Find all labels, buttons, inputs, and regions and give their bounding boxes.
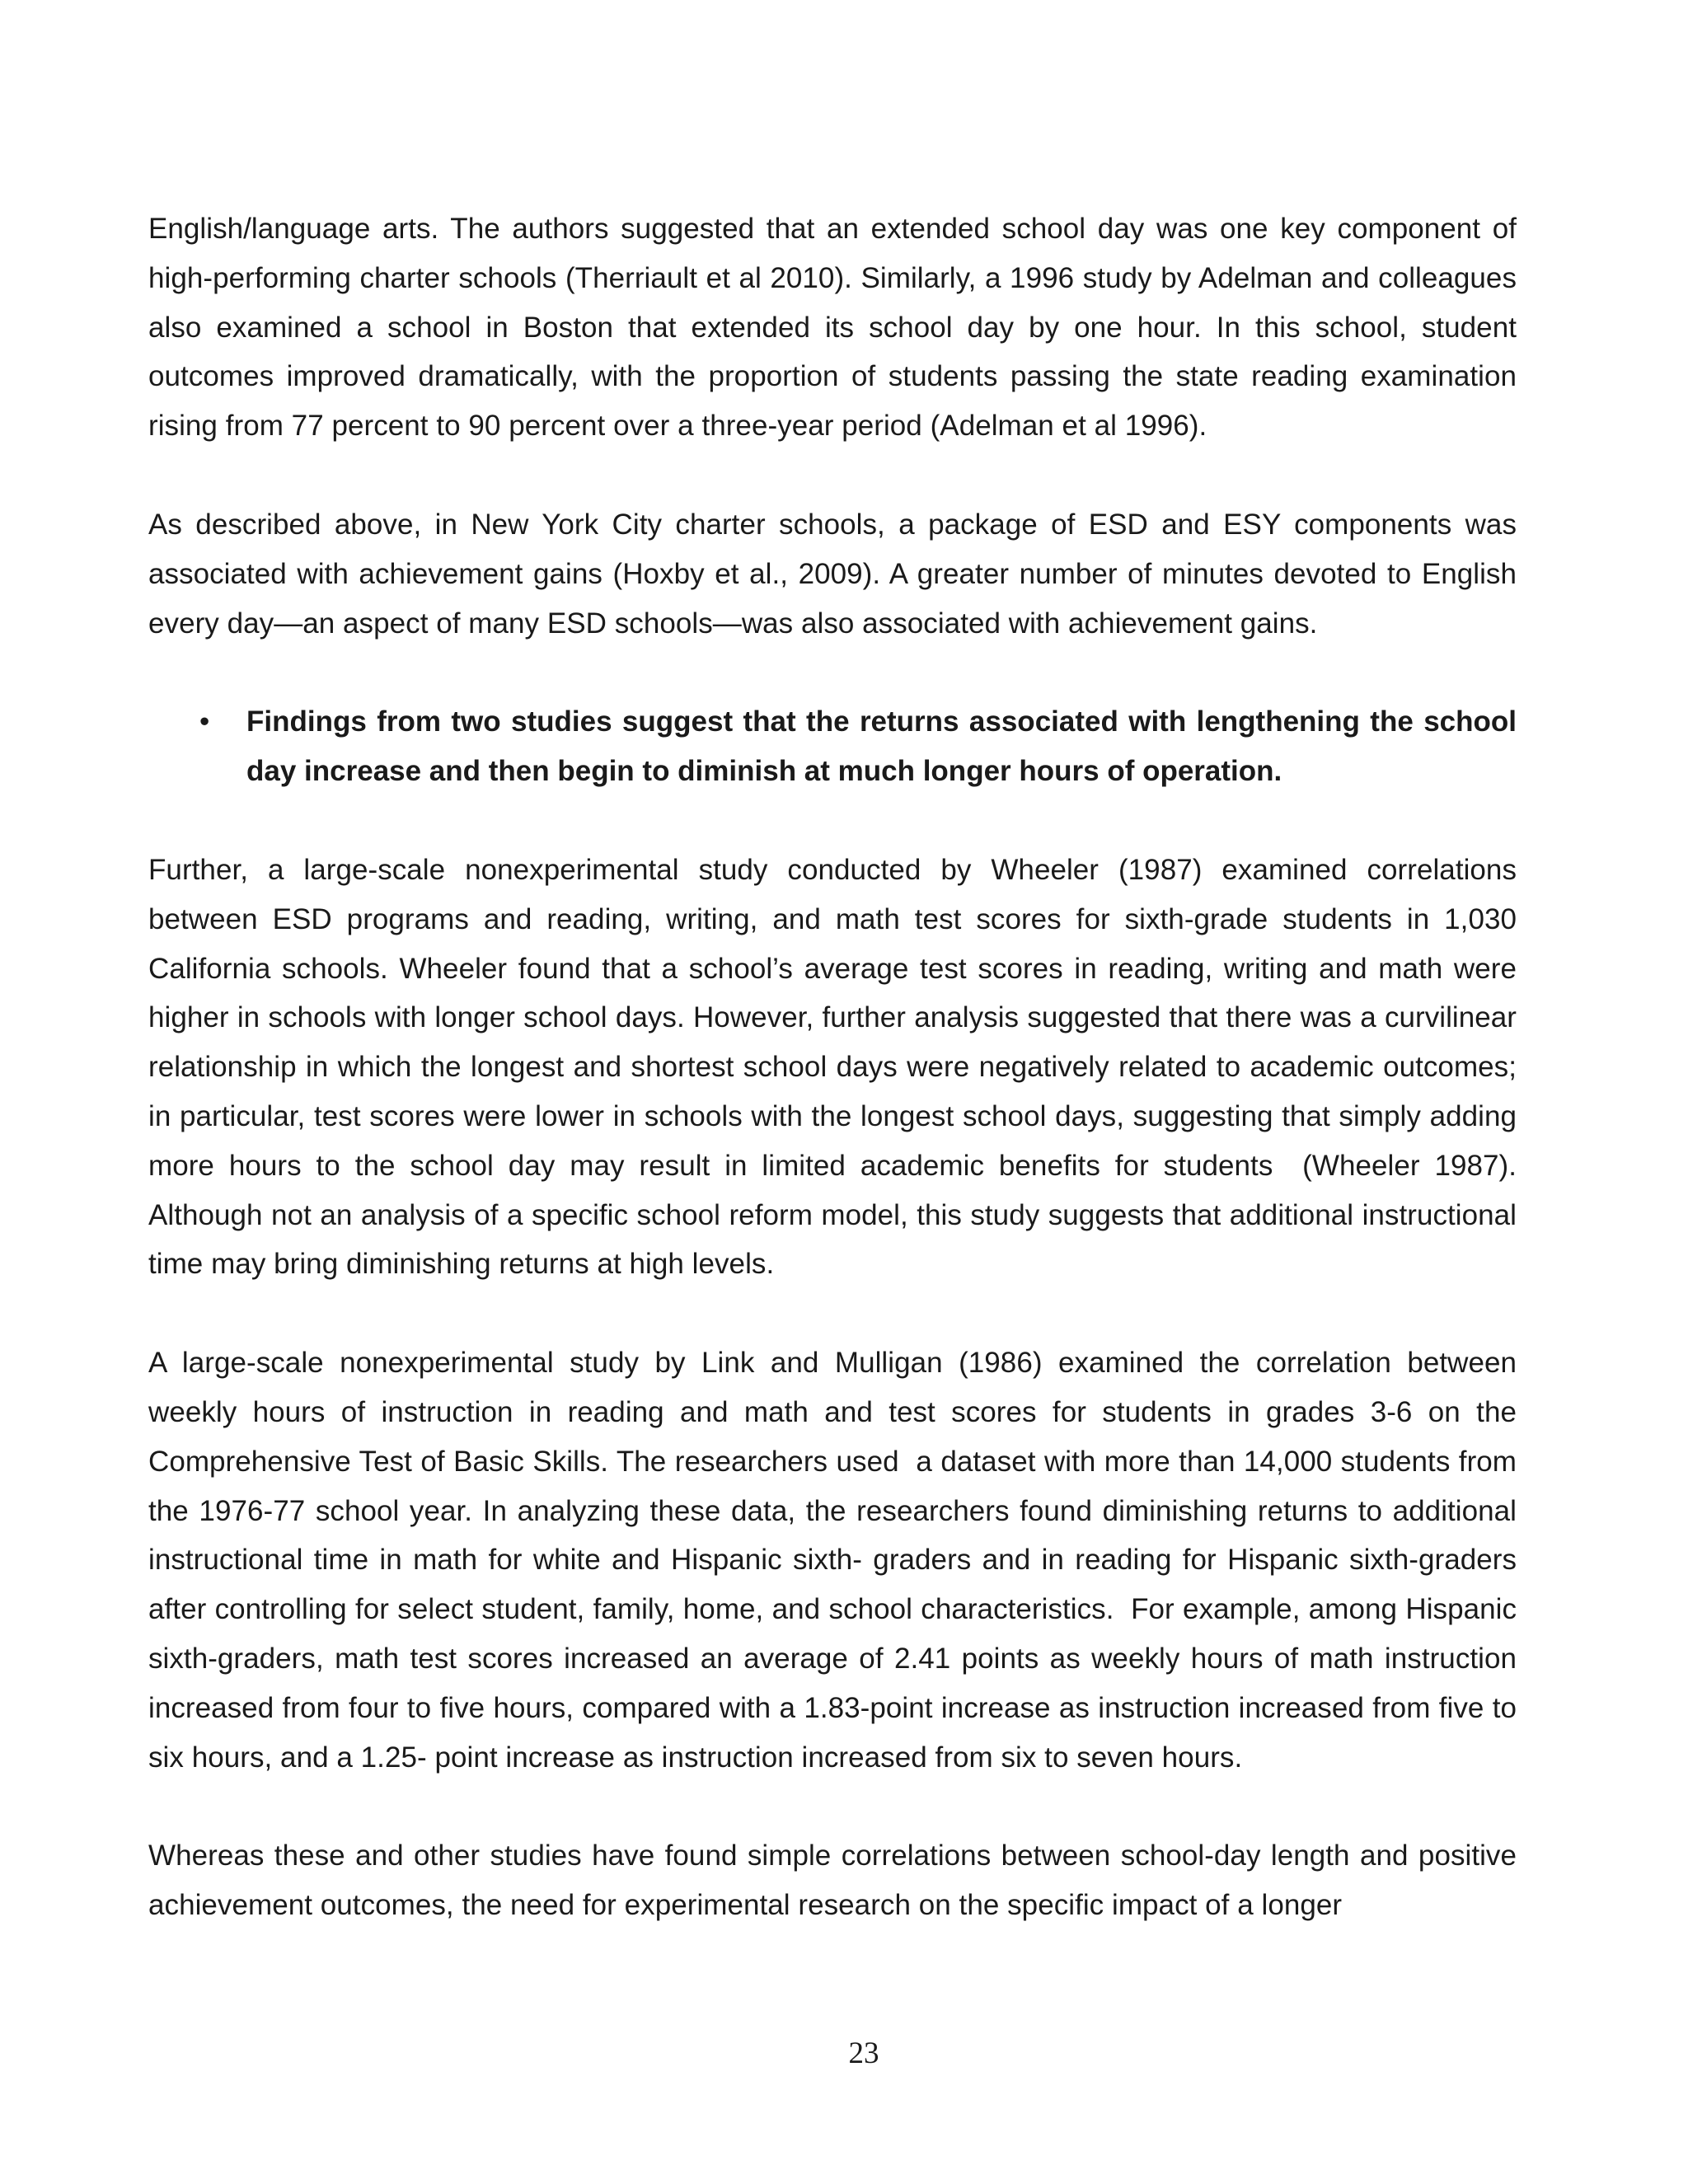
bullet-point-findings [148,697,1517,796]
page-number: 23 [848,2036,879,2070]
bullet-heading-text: Findings from two studies suggest that the returns associated with lengthening the school day increase and then begin to diminish at much longer hours of operation. [246,705,1517,788]
bullet-icon: • [199,705,210,738]
paragraph-experimental-research: Whereas these and other studies have found simple correlations between school-day length and positive achievement outcomes, the need for experimental research on the specific impact of a longer [148,1840,1517,1922]
paragraph-therriault-adelman: English/language arts. The authors suggested that an extended school day was one key component of high-performing charter schools (Therriault et al 2010). Similarly, a 1996 study by Adelman and colleagues also examined a school in Boston that extended its school day by one hour. In this school, student outcomes improved dramatically, with the proportion of students passing the state reading examination rising from 77 percent to 90 percent over a three-year period (Adelman et al 1996). [148,213,1517,443]
paragraph-wheeler-study: Further, a large-scale nonexperimental study conducted by Wheeler (1987) examined correlations between ESD programs and reading, writing, and math test scores for sixth-grade students in 1,030 California schools. Wheeler found that a school’s average test scores in reading, writing and math were higher in schools with longer school days. However, further analysis suggested that there was a curvilinear relationship in which the longest and shortest school days were negatively related to academic outcomes; in particular, test scores were lower in schools with the longest school days, suggesting that simply adding more hours to the school day may result in limited academic benefits for students (Wheeler 1987). Although not an analysis of a specific school reform model, this study suggests that additional instructional time may bring diminishing returns at high levels. [148,853,1517,1281]
paragraph-nyc-charter-schools: As described above, in New York City charter schools, a package of ESD and ESY components was associated with achievement gains (Hoxby et al., 2009). A greater number of minutes devoted to English every day—an aspect of many ESD schools—was also associated with achievement gains. [148,508,1517,640]
paragraph-link-mulligan-study: A large-scale nonexperimental study by Link and Mulligan (1986) examined the correlation between weekly hours of instruction in reading and math and test scores for students in grades 3-6 on the Comprehensive Test of Basic Skills. The researchers used a dataset with more than 14,000 students from the 1976-77 school year. In analyzing these data, the researchers found diminishing returns to additional instructional time in math for white and Hispanic sixth- graders and in reading for Hispanic sixth-graders after controlling for select student, family, home, and school characteristics. For example, among Hispanic sixth-graders, math test scores increased an average of 2.41 points as weekly hours of math instruction increased from four to five hours, compared with a 1.83-point increase as instruction increased from five to six hours, and a 1.25- point increase as instruction increased from six to seven hours. [148,1347,1517,1774]
document-body [148,204,1517,1980]
